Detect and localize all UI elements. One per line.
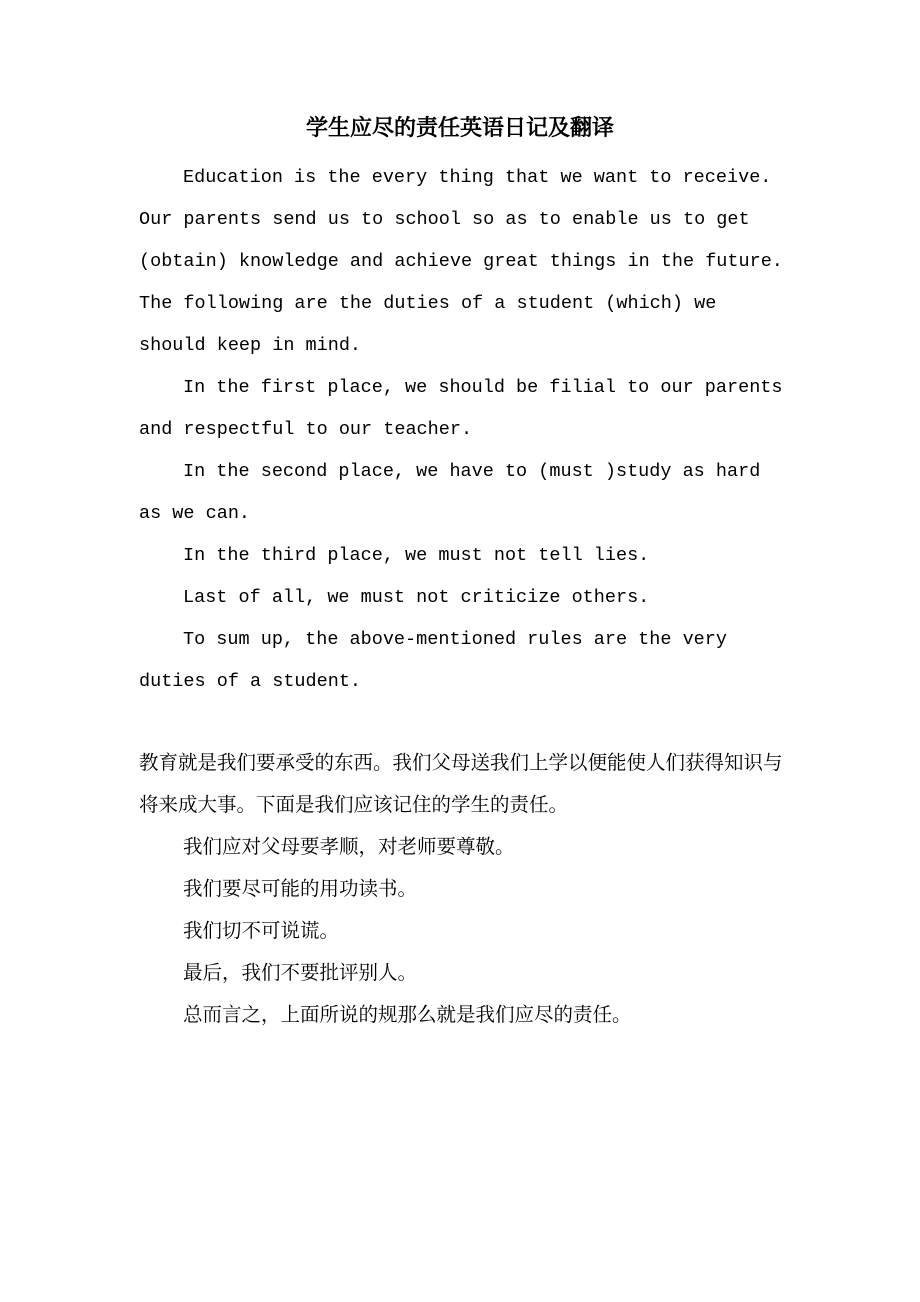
english-paragraph: Last of all, we must not criticize others. <box>183 587 650 608</box>
english-paragraph: Education is the every thing that we want to receive. Our parents send us to school so as to enable us to get (obtain) knowledge and achieve great things in the future. The following are the duties of a student (which) we should keep in mind. <box>139 167 783 356</box>
chinese-paragraph: 我们应对父母要孝顺，对老师要尊敬。 <box>183 835 515 858</box>
english-paragraph: In the third place, we must not tell lies. <box>183 545 650 566</box>
chinese-translation <box>139 742 789 1036</box>
document-title: 学生应尽的责任英语日记及翻译 <box>305 115 614 141</box>
english-paragraph: To sum up, the above-mentioned rules are the very duties of a student. <box>139 629 727 692</box>
english-paragraph: In the second place, we have to (must )study as hard as we can. <box>139 461 761 524</box>
english-text <box>139 157 789 703</box>
chinese-paragraph: 总而言之，上面所说的规那么就是我们应尽的责任。 <box>183 1003 632 1026</box>
chinese-paragraph: 最后，我们不要批评别人。 <box>183 961 418 984</box>
chinese-paragraph: 我们切不可说谎。 <box>183 919 340 942</box>
chinese-paragraph: 教育就是我们要承受的东西。我们父母送我们上学以便能使人们获得知识与将来成大事。下面是我们应该记住的学生的责任。 <box>139 751 783 816</box>
english-paragraph: In the first place, we should be filial to our parents and respectful to our teacher. <box>139 377 783 440</box>
chinese-paragraph: 我们要尽可能的用功读书。 <box>183 877 418 900</box>
